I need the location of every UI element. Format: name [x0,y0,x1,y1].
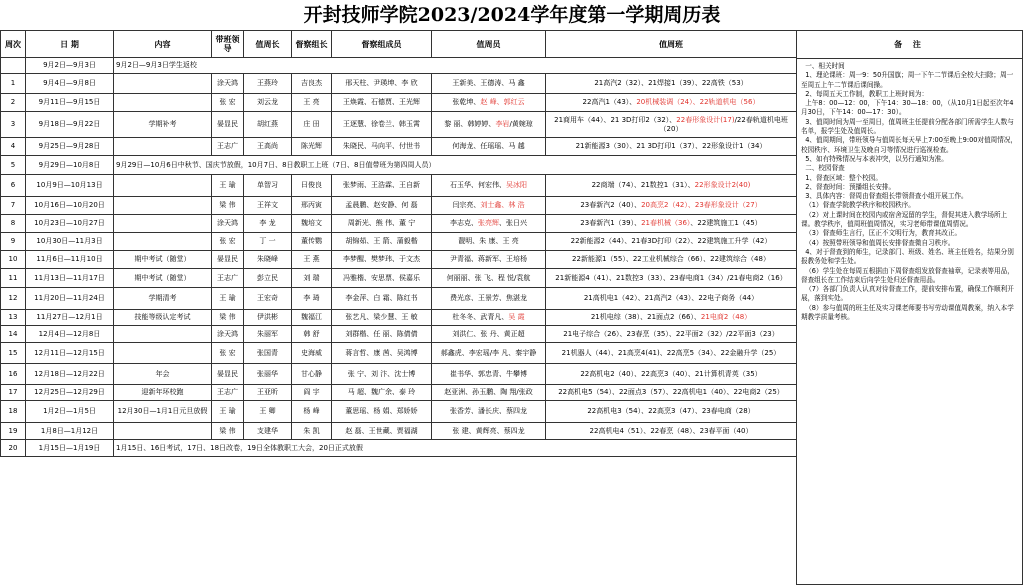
inspector-cell: 王 亮 [292,94,332,112]
inspector-cell: 甘心静 [292,364,332,385]
date-cell: 12月18日—12月22日 [26,364,114,385]
header-classes: 值周班 [546,31,797,58]
page-title: 开封技师学院2023/2024学年度第一学期周历表 [303,4,721,26]
header-week: 周次 [1,31,26,58]
duty-cell: 黎 丽、韩婷婷、李岩/黄婉琼 [432,112,546,138]
header-content: 内容 [114,31,212,58]
schedule-table [0,30,797,457]
duty-cell: 闫宗亮、刘士鑫、林 浩 [432,197,546,215]
leader-cell: 张 宏 [212,233,244,251]
members-cell: 王逐慧、徐卷兰、韩玉霄 [332,112,432,138]
classes-cell: 22高机电2（40）、22高烹3（40）、21计算机青英（35） [546,364,797,385]
header-leader: 带班领导 [212,31,244,58]
week-cell: 2 [1,94,26,112]
date-cell: 10月23日—10月27日 [26,215,114,233]
classes-cell: 22新能源1（55）、22工业机械综合（66）、22建筑综合（48） [546,251,797,269]
members-cell: 张梦雨、王浩霖、王自新 [332,175,432,197]
members-cell: 朱晓民、马向平、付世书 [332,138,432,156]
classes-cell: 22高机电4（51）、22春烹（48）、23春平面（40） [546,423,797,440]
leader-cell: 晏显民 [212,112,244,138]
leader-cell: 涂天鸿 [212,74,244,94]
week-cell: 14 [1,326,26,343]
members-cell: 孟晨鹏、赵安静、何 磊 [332,197,432,215]
header-members: 督察组成员 [332,31,432,58]
content-cell [114,326,212,343]
date-cell: 10月9日—10月13日 [26,175,114,197]
classes-cell: 21电子综合（26）、23春烹（35）、22平面2（32）/22平面3（23） [546,326,797,343]
inspector-cell: 杨 峰 [292,401,332,423]
notes-header: 备 注 [797,31,1022,59]
date-cell: 9月25日—9月28日 [26,138,114,156]
members-cell: 张 宁、刘 汴、沈士博 [332,364,432,385]
members-cell: 张艺凡、梁少慧、王 敏 [332,310,432,326]
chief-cell: 刘云龙 [244,94,292,112]
leader-cell: 梁 伟 [212,197,244,215]
content-cell [114,423,212,440]
chief-cell: 张国青 [244,343,292,364]
content-cell: 迎新年环校跑 [114,385,212,401]
inspector-cell: 吉良杰 [292,74,332,94]
classes-cell: 22高机电5（54）、22面点3（57）、22高机电1（40）、22电商2（25） [546,385,797,401]
date-cell: 11月20日—11月24日 [26,288,114,310]
inspector-cell: 韩 舒 [292,326,332,343]
week-cell: 19 [1,423,26,440]
classes-cell: 21机器人（44）、21高烹4(41)、22高烹5（34）、22金融升学（25） [546,343,797,364]
leader-cell: 王志广 [212,385,244,401]
inspector-cell: 陈光辉 [292,138,332,156]
inspector-cell: 董传鹦 [292,233,332,251]
chief-cell: 王高尚 [244,138,292,156]
header-duty: 值周员 [432,31,546,58]
table-row [1,385,797,401]
table-row [1,156,797,175]
date-cell: 12月11日—12月15日 [26,343,114,364]
date-cell: 1月15日—1月19日 [26,440,114,457]
classes-cell: 22高机电3（54）、22高烹3（47）、23春电商（28） [546,401,797,423]
span-note-cell: 9月2日—9月3日学生返校 [114,58,797,74]
week-cell: 10 [1,251,26,269]
week-cell: 13 [1,310,26,326]
content-cell: 12月30日—1月1日元旦放假 [114,401,212,423]
content-cell: 技能等级认定考试 [114,310,212,326]
chief-cell: 伊洪彬 [244,310,292,326]
duty-cell: 郝鑫虎、李宏瑶/李 凡、秦宇静 [432,343,546,364]
table-row [1,310,797,326]
table-row [1,423,797,440]
content-cell [114,233,212,251]
classes-cell: 21高机电1（42）、21高汽2（43）、22电子商务（44） [546,288,797,310]
chief-cell: 朱丽军 [244,326,292,343]
chief-cell: 李 龙 [244,215,292,233]
date-cell: 12月4日—12月8日 [26,326,114,343]
chief-cell: 王 卿 [244,401,292,423]
table-row [1,74,797,94]
table-row [1,288,797,310]
duty-cell: 张香芳、潘长庆、蔡四龙 [432,401,546,423]
week-cell: 12 [1,288,26,310]
table-row [1,440,797,457]
duty-cell: 崔书华、郭忠青、牛攀博 [432,364,546,385]
classes-cell: 21商用车（44）、21 3D打印2（32）、22春形象设计(17)/22春轨道机电班（20） [546,112,797,138]
members-cell: 李梦醒、樊梦玮、于文杰 [332,251,432,269]
date-cell: 1月2日—1月5日 [26,401,114,423]
table-row [1,197,797,215]
members-cell: 赵 磊、王世藏、贾福湖 [332,423,432,440]
date-cell: 9月18日—9月22日 [26,112,114,138]
date-cell: 9月11日—9月15日 [26,94,114,112]
table-row [1,175,797,197]
table-row [1,94,797,112]
classes-cell: 21新能源4（41）、21数控3（33）、23春电商1（34）/21春电商2（16） [546,269,797,288]
duty-cell: 杜冬冬、武青凡、吴 霞 [432,310,546,326]
duty-cell: 赵亚洲、孙玉鹏、陶 翔/张政 [432,385,546,401]
duty-cell: 何丽丽、张 飞、程 悦/袁航 [432,269,546,288]
week-cell: 11 [1,269,26,288]
content-cell [114,215,212,233]
week-cell: 18 [1,401,26,423]
table-row [1,364,797,385]
content-cell [114,175,212,197]
chief-cell: 张丽华 [244,364,292,385]
date-cell: 9月29日—10月8日 [26,156,114,175]
classes-cell: 23春新汽1（39）、21春机械（36）、22建筑施工1（45） [546,215,797,233]
duty-cell: 王新美、王德涛、马 鑫 [432,74,546,94]
table-row [1,215,797,233]
date-cell: 1月8日—1月12日 [26,423,114,440]
content-cell: 期中考试（随堂） [114,269,212,288]
table-header-row [1,31,797,58]
inspector-cell: 朱 凯 [292,423,332,440]
duty-cell: 尹青福、蒋新军、王培杨 [432,251,546,269]
leader-cell: 梁 伟 [212,423,244,440]
leader-cell: 王 瑜 [212,401,244,423]
week-cell [1,58,26,74]
inspector-cell: 史海威 [292,343,332,364]
members-cell: 王焕霞、石德贾、王光辉 [332,94,432,112]
leader-cell: 王志广 [212,138,244,156]
table-row [1,58,797,74]
notes-panel [796,30,1023,585]
chief-cell: 王亚昕 [244,385,292,401]
table-row [1,112,797,138]
classes-cell: 21高汽2（32）、21焊接1（39）、22高铁（53） [546,74,797,94]
week-cell: 17 [1,385,26,401]
content-cell: 期中考试（随堂） [114,251,212,269]
content-cell: 年会 [114,364,212,385]
week-cell: 6 [1,175,26,197]
duty-cell: 张乾坤、赵 峰、郭红云 [432,94,546,112]
chief-cell: 朱晓峰 [244,251,292,269]
chief-cell: 彭立民 [244,269,292,288]
date-cell: 12月25日—12月29日 [26,385,114,401]
inspector-cell: 李 琦 [292,288,332,310]
week-cell: 7 [1,197,26,215]
duty-cell: 靓明、朱 康、王 亮 [432,233,546,251]
content-cell [114,197,212,215]
duty-cell: 刘洪仁、张 丹、黄正超 [432,326,546,343]
date-cell: 9月4日—9月8日 [26,74,114,94]
date-cell: 11月27日—12月1日 [26,310,114,326]
members-cell: 胡锦茹、王 箭、蒲毅楷 [332,233,432,251]
chief-cell: 单智习 [244,175,292,197]
table-row [1,138,797,156]
table-row [1,251,797,269]
table-row [1,326,797,343]
chief-cell: 支建华 [244,423,292,440]
inspector-cell: 曰俊良 [292,175,332,197]
span-note-cell: 9月29日—10月6日中秋节、国庆节放假，10月7日、8日教职工上班（7日、8日值带班为第四周人员） [114,156,797,175]
leader-cell: 王 瑜 [212,288,244,310]
inspector-cell: 庄 田 [292,112,332,138]
leader-cell: 王志广 [212,269,244,288]
content-cell [114,74,212,94]
inspector-cell: 魏福江 [292,310,332,326]
leader-cell: 晏显民 [212,251,244,269]
table-row [1,233,797,251]
content-cell [114,343,212,364]
duty-cell: 李志克、张亮辉、张日兴 [432,215,546,233]
span-note-cell: 1月15日、16日考试，17日、18日改卷，19日全体教职工大会，20日正式放假 [114,440,797,457]
chief-cell: 王宏奇 [244,288,292,310]
members-cell: 马 超、魏广余、泰 玲 [332,385,432,401]
inspector-cell: 刘 瑞 [292,269,332,288]
members-cell: 李金萍、白 霜、陈红书 [332,288,432,310]
header-date: 日 期 [26,31,114,58]
classes-cell: 22新能源2（44）、21春3D打印（22）、22建筑施工升学（42） [546,233,797,251]
header-inspector: 督察组长 [292,31,332,58]
header-chief: 值周长 [244,31,292,58]
week-cell: 1 [1,74,26,94]
classes-cell: 21机电综（38）、21面点2（66）、21电商2（48） [546,310,797,326]
week-cell: 9 [1,233,26,251]
date-cell: 10月16日—10月20日 [26,197,114,215]
leader-cell: 梁 伟 [212,310,244,326]
week-cell: 3 [1,112,26,138]
week-cell: 8 [1,215,26,233]
chief-cell: 王祥文 [244,197,292,215]
duty-cell: 石玉华、何宏伟、吴冰阳 [432,175,546,197]
classes-cell: 22商端（74）、21数控1（31）、22形象设计2(40) [546,175,797,197]
date-cell: 9月2日—9月3日 [26,58,114,74]
duty-cell: 何海龙、任瑶瑶、马 越 [432,138,546,156]
week-cell: 5 [1,156,26,175]
members-cell: 邢天柱、尹瑛坤、李 欣 [332,74,432,94]
classes-cell: 22高汽1（43）、20机械装调（24）、22轨道机电（56） [546,94,797,112]
date-cell: 11月13日—11月17日 [26,269,114,288]
members-cell: 董思瑶、杨 娟、郑娇娇 [332,401,432,423]
table-row [1,401,797,423]
leader-cell: 张 宏 [212,94,244,112]
date-cell: 11月6日—11月10日 [26,251,114,269]
table-row [1,343,797,364]
content-cell [114,138,212,156]
members-cell: 周新光、熊 伟、董 宁 [332,215,432,233]
table-row [1,269,797,288]
members-cell: 冯雅楷、安思票、侯嘉乐 [332,269,432,288]
content-cell [114,94,212,112]
duty-cell: 费光彦、王景芳、焦湛龙 [432,288,546,310]
leader-cell: 涂天鸿 [212,215,244,233]
week-cell: 16 [1,364,26,385]
week-cell: 20 [1,440,26,457]
leader-cell: 晏显民 [212,364,244,385]
inspector-cell: 阎 宇 [292,385,332,401]
chief-cell: 胡红燕 [244,112,292,138]
leader-cell: 王 瑜 [212,175,244,197]
duty-cell: 张 建、黄辉亮、蔡四龙 [432,423,546,440]
members-cell: 蒋言哲、康 茜、吴鸿博 [332,343,432,364]
chief-cell: 丁 一 [244,233,292,251]
leader-cell: 涂天鸿 [212,326,244,343]
leader-cell: 张 宏 [212,343,244,364]
content-cell: 学期清考 [114,288,212,310]
classes-cell: 23春新汽2（40）、20高烹2（42）、23春形象设计（27） [546,197,797,215]
content-cell: 学期补考 [114,112,212,138]
inspector-cell: 魏培文 [292,215,332,233]
members-cell: 刘群楷、任 丽、陈倩倩 [332,326,432,343]
date-cell: 10月30日—11月3日 [26,233,114,251]
classes-cell: 21新能源3（30）、21 3D打印1（37）、22形象设计1（34） [546,138,797,156]
inspector-cell: 王 燕 [292,251,332,269]
week-cell: 4 [1,138,26,156]
notes-text: 一、相关时间 1、理论课班：周一9：50升国旗；周一下午二节课后全校大扫除；周一至周五上午二节课后课间操。 2、每周五天工作制，教职工上班时间为： 上午8：00—12：00，下午14：30—18：00，（从10月1日起至次年4月30日，下午14：00—17：30）。 3、值周时间为周一至周日，值周班主任提前分配各部门所需学生人数与名单，报学生处及值周长。 4、值周期间，带班领导与值周长每天早上7:00至晚上9:00对值周情况，校园秩序、环境卫生及晚自习等情况进行巡视检查。 5、如有特殊情况与本表冲突，以另行通知为准。 二、校园督查 1、督查区域：整个校园。 2、督查时间：预播组长安排。 3、具体内容：督周由督查组长带领督查小组开展工作。 （1）督查学院教学秩序和校园秩序。 （2）对上课时间在校园内或宿舍逗留的学生，督促其进入教学场所上课。教学秩序，值周班值周情况，实习老师带课值周情况。 （3）督查师生言行，匡正不文明行为，教育其改正。 （4）按照带班领导和值周长安排督查微自习秩序。 4、对于督查到的师生，记录部门、班级、姓名、班主任姓名，结果分别报教务处和学生处。 （6）学生处在每周五根据由下周督查组发放督查袖章，记录表等用品，督查组长在工作结束后向学生处归还督查用品。 （7）各部门负责人认真对待督查工作，提前安排布置，确保工作顺利开展，落到实处。 （8）参与值周的班主任及实习课老师要书写劳动课值周教案，纳入本学期教学质量考核。 [801,62,1018,322]
chief-cell: 王燕玲 [244,74,292,94]
inspector-cell: 邢丙寅 [292,197,332,215]
week-cell: 15 [1,343,26,364]
